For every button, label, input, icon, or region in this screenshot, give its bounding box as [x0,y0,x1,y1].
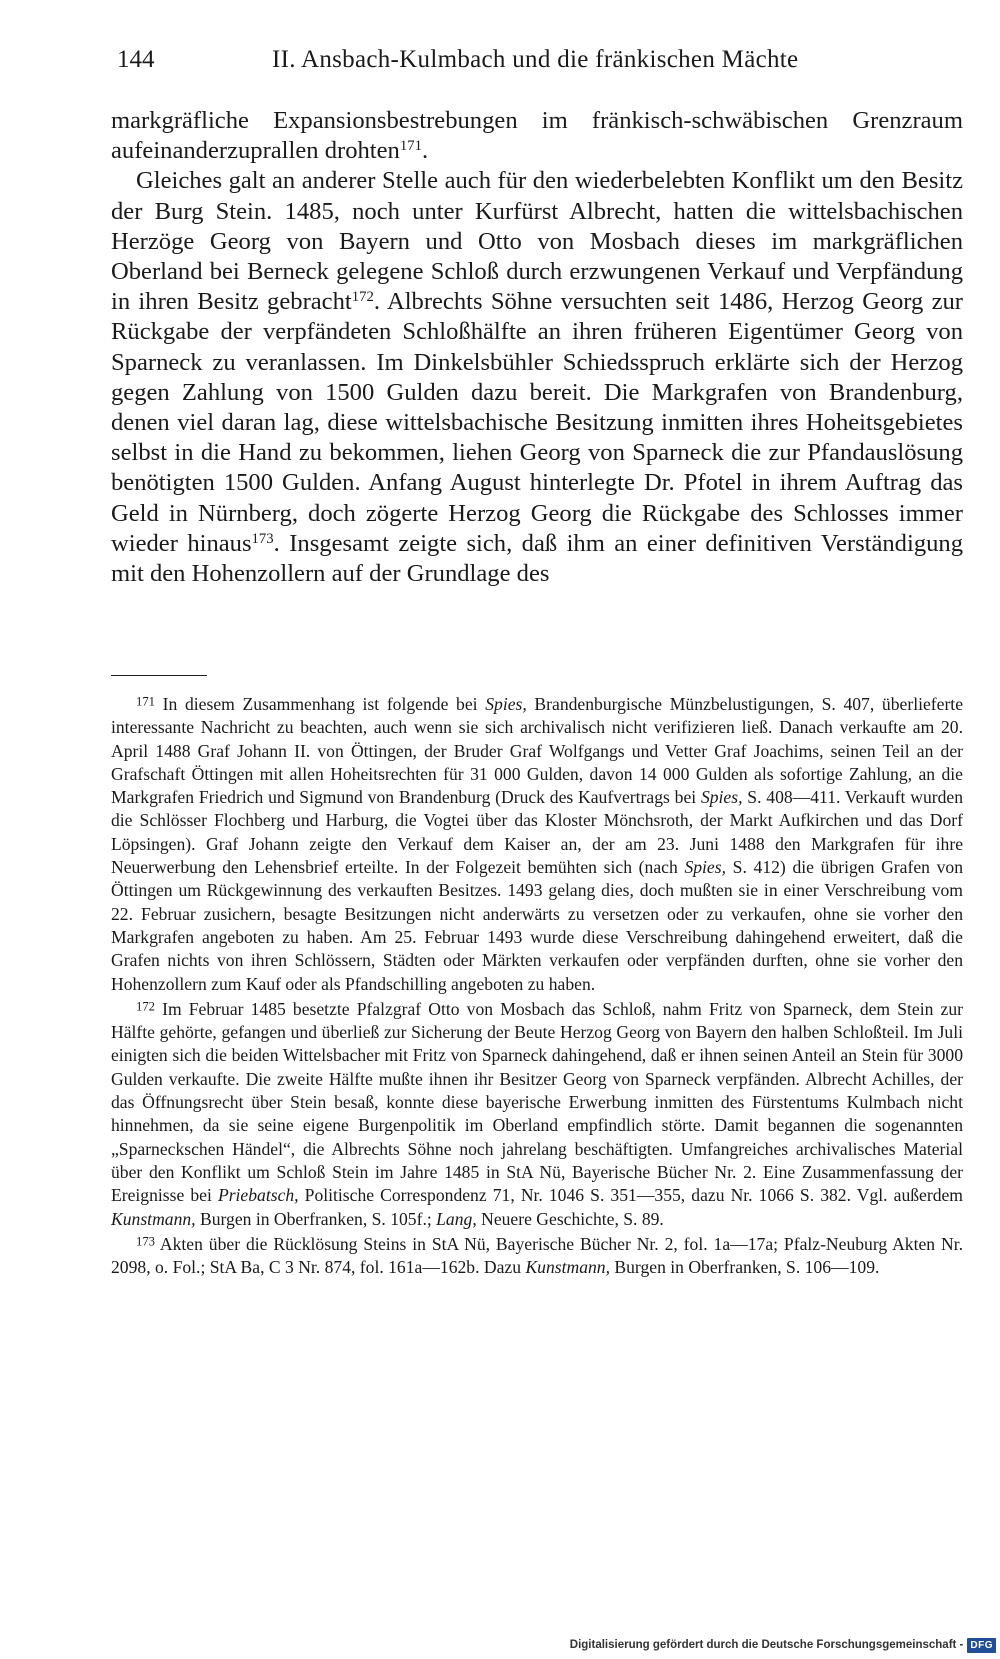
footnote-171 [111,693,963,996]
paragraph-2-part-b: . Albrechts Söhne versuchten seit 1486, Herzog Georg zur Rückgabe der verpfändeten Schloßhälfte an ihren früheren Eigentümer Georg von Sparneck zu veranlassen. Im Dinkelsbühler Schiedsspruch erklärte sich der Herzog gegen Zahlung von 1500 Gulden dazu bereit. Die Markgrafen von Brandenburg, denen viel daran lag, diese wittelsbachische Besitzung inmitten ihres Hoheitsgebietes selbst in die Hand zu bekommen, liehen Georg von Sparneck die zur Pfandauslösung benötigten 1500 Gulden. Anfang August hinterlegte Dr. Pfotel in ihrem Auftrag das Geld in Nürnberg, doch zögerte Herzog Georg die Rückgabe des Schlosses immer wieder hinaus [111,288,963,557]
paragraph-1 [111,106,963,166]
footnote-author: Kunstmann, [111,1208,196,1229]
dfg-logo: DFG [967,1638,996,1653]
footnote-text: S. 412) die übrigen Grafen von Öttingen um Rückgewinnung des verkauften Besitzes. 1493 gelang dies, doch mußten sie in einer Verschreibung vom 22. Februar zusichern, besagte Besitzungen nicht anderwärts zu versetzen oder zu verkaufen, ohne sie vorher den Markgrafen angeboten zu haben. Am 25. Februar 1493 wurde diese Verschreibung dahingehend erweitert, daß die Grafen nichts von ihren Schlössern, Städten oder Märkten verkaufen oder verpfänden durften, ohne sie vorher den Hohenzollern zum Kauf oder als Pfandschilling angeboten zu haben. [111,857,963,994]
paragraph-1-text: markgräfliche Expansionsbestrebungen im fränkisch-schwäbischen Grenzraum aufeinanderzuprallen drohten [111,107,963,165]
digitization-banner [570,1635,996,1655]
footnote-text: Im Februar 1485 besetzte Pfalzgraf Otto von Mosbach das Schloß, nahm Fritz von Sparneck, dem Stein zur Hälfte gehörte, gefangen und überließ zur Sicherung der Beute Herzog Georg von Bayern den halben Schloßteil. Im Juli einigten sich die beiden Wittelsbacher mit Fritz von Sparneck dahingehend, daß er ihnen seinen Anteil an Stein für 3000 Gulden verkaufte. Die zweite Hälfte mußte ihnen ihr Besitzer Georg von Sparneck verpfänden. Albrecht Achilles, der das Öffnungsrecht über Stein besaß, konnte diese bayerische Erwerbung inmitten des Fürstentums Kulmbach nicht hinnehmen, da sie seine eigene Burgenpolitik im Oberland empfindlich störte. Damit begannen die sogenannten „Sparneckschen Händel“, die Albrechts Söhne noch jahrelang beschäftigten. Umfangreiches archivalisches Material über den Konflikt um Schloß Stein im Jahre 1485 in StA Nü, Bayerische Bücher Nr. 2. Eine Zusammenfassung der Ereignisse bei [111,998,963,1206]
paragraph-2 [111,166,963,589]
footnote-number: 173 [136,1234,155,1249]
footnote-173 [111,1233,963,1280]
main-text [111,106,963,589]
footnote-author: Kunstmann, [525,1257,610,1278]
banner-text: Digitalisierung gefördert durch die Deutsche Forschungsgemeinschaft - [569,1639,964,1651]
footnote-ref-172: 172 [351,289,374,306]
footnote-number: 171 [136,694,155,709]
footnote-text: Brandenburgische Münzbelustigungen, S. 407, überlieferte interessante Nachricht zu beachten, auch wenn sie sich archivalisch nicht verifizieren ließ. Danach verkaufte am 20. April 1488 Graf Johann II. von Öttingen, der Bruder Graf Wolfgangs und Vetter Graf Joachims, seinen Teil an der Grafschaft Öttingen mit allen Hoheitsrechten für 31 000 Gulden, davon 14 000 Gulden als sofortige Zahlung, an die Markgrafen Friedrich und Sigmund von Brandenburg (Druck des Kaufvertrags bei [111,694,963,808]
paragraph-2-part-a: Gleiches galt an anderer Stelle auch für den wiederbelebten Konflikt um den Besitz der Burg Stein. 1485, noch unter Kurfürst Albrecht, hatten die wittelsbachischen Herzöge Georg von Bayern und Otto von Mosbach dieses im markgräflichen Oberland bei Berneck gelegene Schloß durch erzwungenen Verkauf und Verpfändung in ihren Besitz gebracht [111,167,963,316]
footnote-author: Lang, [436,1208,477,1229]
footnote-text: In diesem Zusammenhang ist folgende bei [154,694,486,714]
paragraph-1-end: . [421,137,429,165]
footnote-author: Priebatsch, [217,1185,299,1206]
footnote-author: Spies, [684,857,726,878]
footnote-ref-171: 171 [399,138,422,155]
footnote-ref-173: 173 [251,530,274,547]
footnotes [111,693,963,1279]
footnote-number: 172 [136,999,155,1014]
footnote-text: S. 408—411. Verkauft wurden die Schlösser Flochberg und Harburg, die Vogtei über das Kloster Mönchsroth, der Markt Aufkirchen und das Dorf Löpsingen). Graf Johann zeigte den Verkauf dem Kaiser an, der am 23. Juni 1488 den Markgrafen für ihre Neuerwerbung den Lehensbrief erteilte. In der Folgezeit bemühten sich (nach [111,787,964,878]
paragraph-2-part-c: . Insgesamt zeigte sich, daß ihm an einer definitiven Verständigung mit den Hohenzollern auf der Grundlage des [111,529,964,588]
running-title: II. Ansbach-Kulmbach und die fränkischen Mächte [272,46,799,73]
footnote-author: Spies, [485,694,527,714]
footnote-172 [111,998,963,1231]
footnote-text: Neuere Geschichte, S. 89. [476,1208,664,1229]
footnote-text: Akten über die Rücklösung Steins in StA Nü, Bayerische Bücher Nr. 2, fol. 1a—17a; Pfalz-Neuburg Akten Nr. 2098, o. Fol.; StA Ba, C 3 Nr. 874, fol. 161a—162b. Dazu [111,1233,963,1278]
footnote-text: Burgen in Oberfranken, S. 106—109. [610,1257,880,1278]
footnote-author: Spies, [700,787,743,808]
footnote-text: Burgen in Oberfranken, S. 105f.; [195,1208,437,1229]
page-number: 144 [117,46,155,73]
footnote-text: Politische Correspondenz 71, Nr. 1046 S. 351—355, dazu Nr. 1066 S. 382. Vgl. außerdem [298,1185,963,1206]
page-header [117,46,962,80]
footnote-separator [111,675,207,676]
